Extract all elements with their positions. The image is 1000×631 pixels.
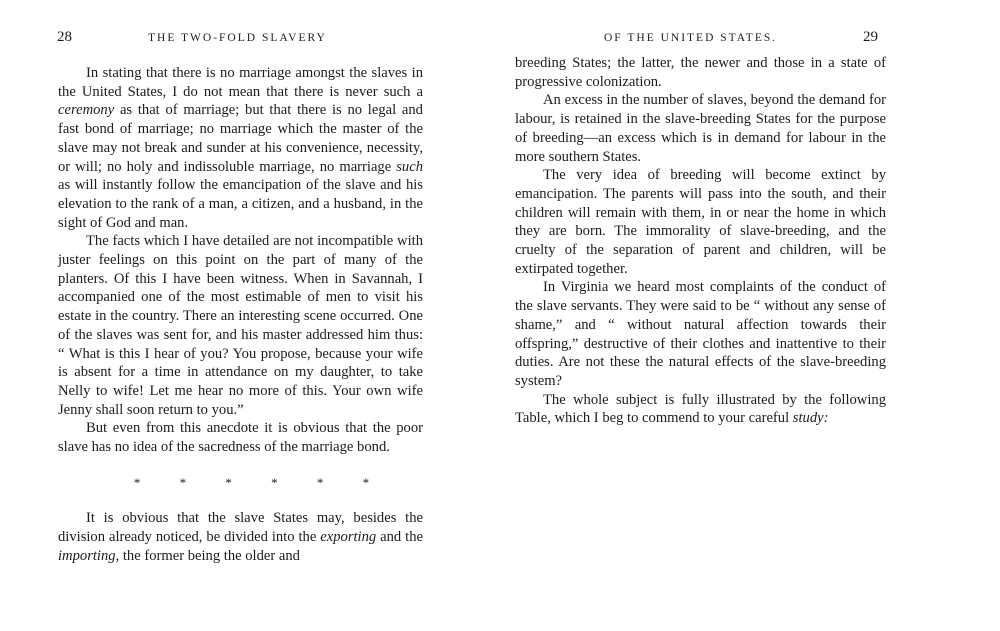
paragraph-text: as that of marriage; but that there is no legal and fast bond of marriage; no marriage which the master of the slave may not break and sunder at his convenience, necessity, or will; no holy and indissoluble marriage, no marriage <box>58 102 423 175</box>
italic-text: study: <box>792 410 829 427</box>
paragraph-text: , the former being the older and <box>115 547 300 564</box>
paragraph: breeding States; the latter, the newer and those in a state of progressive colonization. <box>515 55 886 90</box>
page-number: 29 <box>863 29 878 45</box>
paragraph <box>515 391 886 428</box>
left-page-body <box>58 64 423 566</box>
paragraph <box>58 509 423 565</box>
right-page <box>500 0 1000 631</box>
paragraph: The very idea of breeding will become extinct by emancipation. The parents will pass into the south, and their children will remain with them, in or near the home in which they are born. The immorality of slave-breeding, and the cruelty of the separation of parent and children, will be extirpated together. <box>515 167 886 277</box>
running-head: OF THE UNITED STATES. <box>604 32 778 44</box>
italic-text: exporting <box>320 529 377 546</box>
right-page-body <box>515 54 886 428</box>
paragraph: An excess in the number of slaves, beyond the demand for labour, is retained in the slave-breeding States for the purpose of breeding—an excess which is in demand for labour in the more southern States. <box>515 92 886 165</box>
paragraph: In Virginia we heard most complaints of the conduct of the slave servants. They were said to be “ without any sense of shame,” and “ without natural affection towards their offspring,” destructive of their clothes and inattentive to their duties. Are not these the natural effects of the slave-breeding system? <box>515 279 886 389</box>
paragraph-text: The whole subject is fully illustrated by the following Table, which I beg to commend to your careful <box>515 391 886 427</box>
italic-text: ceremony <box>58 102 115 119</box>
paragraph-text: as will instantly follow the emancipation of the slave and his elevation to the rank of a man, a citizen, and a husband, in the sight of God and man. <box>58 177 423 231</box>
paragraph: But even from this anecdote it is obvious that the poor slave has no idea of the sacredness of the marriage bond. <box>58 420 423 456</box>
section-break: * * * * * * <box>133 474 388 490</box>
paragraph-text: It is obvious that the slave States may, besides the division already noticed, be divided into the <box>58 510 423 546</box>
running-head: THE TWO-FOLD SLAVERY <box>148 32 327 44</box>
italic-text: importing <box>58 547 116 564</box>
paragraph <box>58 64 423 232</box>
paragraph: The facts which I have detailed are not incompatible with juster feelings on this point on the part of many of the planters. Of this I have been witness. When in Savannah, I accompanied one of the most estimable of men to visit his estate in the country. There an interesting scene occurred. One of the slaves was sent for, and his master addressed him thus: “ What is this I hear of you? You propose, because your wife is absent for a time in attendance on my daughter, to take Nelly to wife! Let me hear no more of this. Your own wife Jenny shall soon return to you.” <box>58 233 423 418</box>
paragraph-text: In stating that there is no marriage amongst the slaves in the United States, I do not mean that there is never such a <box>58 65 423 100</box>
italic-text: such <box>396 158 423 175</box>
page-number: 28 <box>57 29 72 45</box>
paragraph-text: and the <box>380 529 423 546</box>
